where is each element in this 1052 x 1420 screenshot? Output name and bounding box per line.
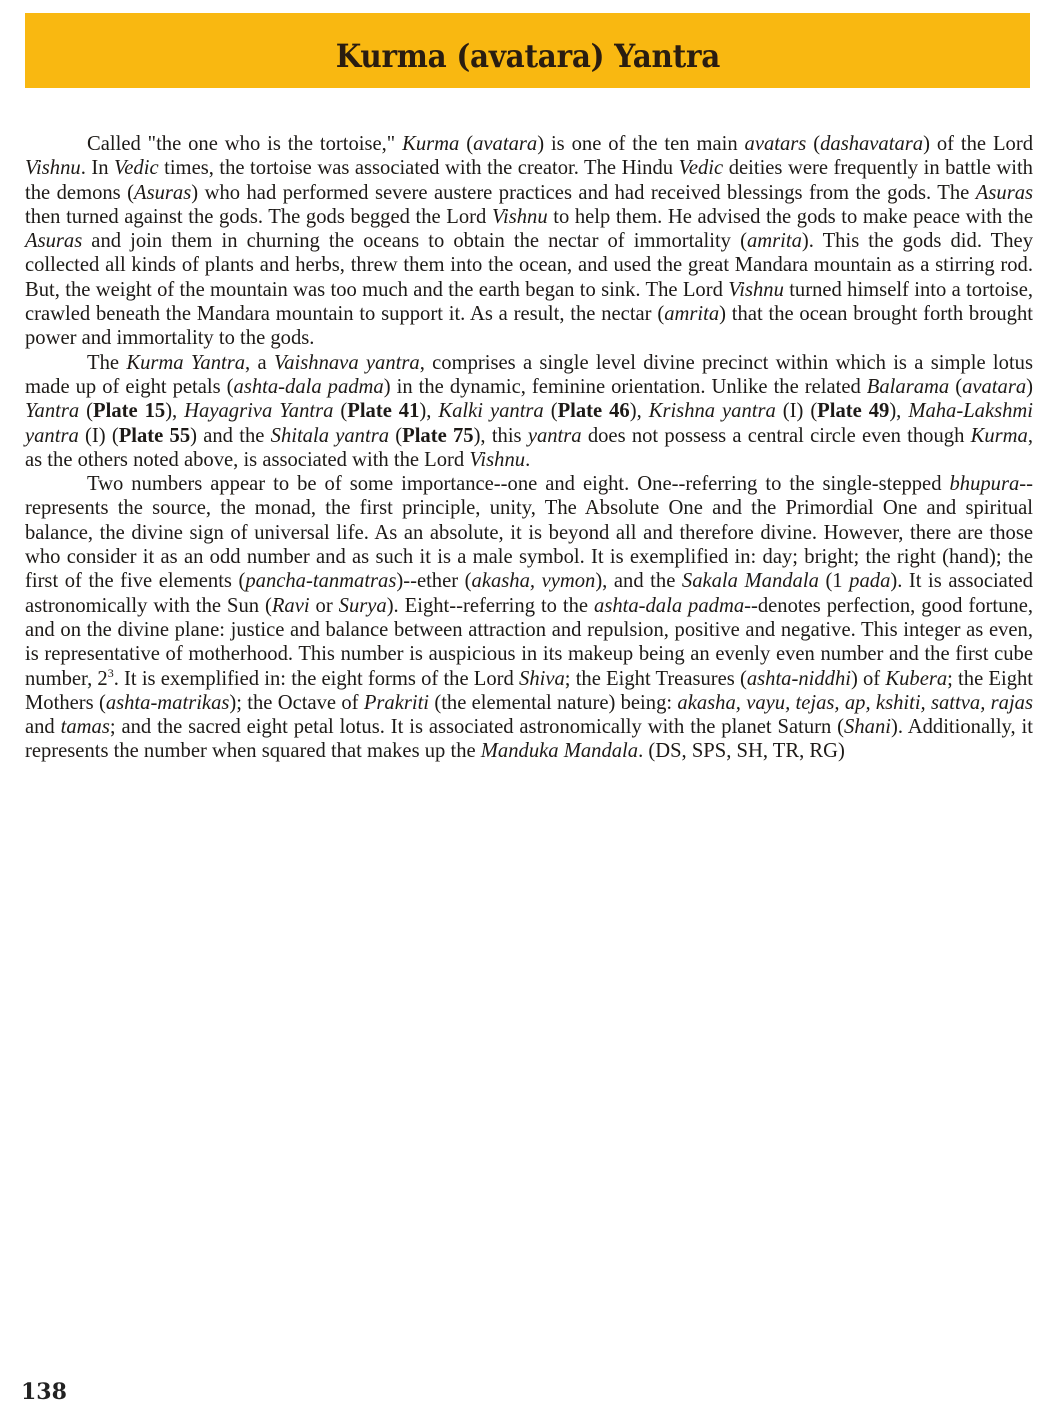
text-run: ) <box>1026 375 1033 398</box>
text-run: . It is exemplified in: the eight forms of the Lord <box>113 667 520 690</box>
text-run: The <box>87 351 127 374</box>
text-run: ) of the Lord <box>923 133 1033 155</box>
italic-term: pancha-tanmatras <box>245 570 397 593</box>
text-run: Two numbers appear to be of some importance--one and eight. One--referring to the single-stepped <box>87 473 950 496</box>
text-run: ), <box>889 400 909 423</box>
italic-term: Surya <box>338 594 387 617</box>
text-run: to help them. He advised the gods to make peace with the <box>547 205 1033 228</box>
text-run: . (DS, SPS, SH, TR, RG) <box>638 740 845 763</box>
text-run: ). Eight--referring to the <box>386 594 595 617</box>
body-text <box>25 132 1033 764</box>
italic-term: bhupura <box>949 473 1020 496</box>
italic-term: Shitala yantra <box>270 424 390 447</box>
italic-term: Balarama <box>866 375 950 398</box>
italic-term: avatara <box>473 133 538 155</box>
plate-reference: Plate 15 <box>93 400 166 423</box>
italic-term: tamas <box>60 716 110 739</box>
text-run: turned himself into a tortoise, crawled beneath the Mandara mountain to support it. As a result, the nectar ( <box>25 278 1033 326</box>
italic-term: Vishnu <box>728 278 784 301</box>
paragraph-kurma-legend <box>25 132 1033 351</box>
text-run: ( <box>79 400 94 423</box>
plate-reference: Plate 46 <box>557 400 630 423</box>
italic-term: Asuras <box>134 181 192 204</box>
italic-term: Maha-Lakshmi yantra <box>25 400 1034 447</box>
italic-term: dashavatara <box>820 133 924 155</box>
italic-term: Kalki yantra <box>438 400 544 423</box>
text-run: --denotes perfection, good fortune, and on the divine plane: justice and balance between attraction and repulsion, positive and negative. This integer as even, is representative of motherhood. This number is auspicious in its makeup being an evenly even number and the first cube number, 2 <box>25 594 1034 690</box>
italic-term: amrita <box>664 303 720 326</box>
text-run: (the elemental nature) being: <box>429 691 678 714</box>
text-run: does not possess a central circle even though <box>581 424 971 447</box>
italic-term: Vedic <box>114 157 159 180</box>
plate-reference: Plate 55 <box>118 424 191 447</box>
italic-term: akasha, vayu, tejas, ap, kshiti, sattva, rajas <box>677 691 1033 714</box>
text-run: , as the others noted above, is associated with the Lord <box>25 424 1033 471</box>
text-run: (1 <box>818 570 850 593</box>
text-run: then turned against the gods. The gods begged the Lord <box>25 205 492 228</box>
plate-reference: Plate 75 <box>402 424 474 447</box>
text-run: ( <box>333 400 348 423</box>
text-run: ; the Eight Treasures ( <box>564 667 747 690</box>
text-run: ). It is associated astronomically with the Sun ( <box>25 570 1033 617</box>
text-run: ). Additionally, it represents the number when squared that makes up the <box>25 716 1034 763</box>
italic-term: avatara <box>962 375 1027 398</box>
italic-term: Krishna yantra <box>648 400 776 423</box>
italic-term: akasha, vymon <box>471 570 596 593</box>
italic-term: Kurma <box>402 133 460 155</box>
italic-term: ashta-matrikas <box>105 691 230 714</box>
italic-term: Vedic <box>678 157 724 180</box>
text-run: ) and the <box>190 424 271 447</box>
page-title: Kurma (avatara) Yantra <box>335 36 720 75</box>
text-run: , comprises a single level divine precinct within which is a simple lotus made up of eight petals ( <box>25 351 1033 398</box>
text-run: ) who had performed severe austere practices and had received blessings from the gods. The <box>191 181 976 204</box>
text-run: )--ether ( <box>396 570 472 593</box>
italic-term: Shiva <box>519 667 565 690</box>
italic-term: Sakala Mandala <box>681 570 819 593</box>
text-run: ), this <box>473 424 528 447</box>
page-number: 138 <box>21 1379 67 1405</box>
text-run: ); the Octave of <box>229 691 364 714</box>
title-banner <box>25 13 1030 88</box>
italic-term: amrita <box>746 230 802 253</box>
text-run: ( <box>806 133 821 155</box>
text-run: ( <box>459 133 474 155</box>
italic-term: Kurma <box>970 424 1028 447</box>
italic-term: Vaishnava yantra <box>273 351 420 374</box>
text-run: . <box>525 448 531 471</box>
italic-term: Prakriti <box>363 691 430 714</box>
text-run: ). This the gods did. They collected all kinds of plants and herbs, threw them into the ocean, and used the great Mandara mountain as a stirring rod. But, the weight of the mountain was too much and the earth began to sink. The Lord <box>25 230 1033 301</box>
text-run: ), <box>165 400 185 423</box>
italic-term: Kurma Yantra <box>126 351 246 374</box>
italic-term: Asuras <box>25 230 83 253</box>
text-run: and join them in churning the oceans to obtain the nectar of immortality ( <box>82 230 747 253</box>
italic-term: ashta-dala padma <box>233 375 384 398</box>
text-run: or <box>309 594 339 617</box>
text-run: (I) ( <box>775 400 818 423</box>
text-run: deities were frequently in battle with the demons ( <box>25 157 1033 204</box>
paragraph-numbers <box>25 472 1033 764</box>
plate-reference: Plate 49 <box>817 400 890 423</box>
italic-term: Vishnu <box>25 157 81 180</box>
text-run: ( <box>949 375 963 398</box>
text-run: ; the Eight Mothers ( <box>25 667 1034 714</box>
text-run: ) in the dynamic, feminine orientation. Unlike the related <box>383 375 867 398</box>
italic-term: pada <box>849 570 891 593</box>
text-run: ), and the <box>595 570 682 593</box>
italic-term: Manduka Mandala <box>480 740 639 763</box>
text-run: ) of <box>850 667 886 690</box>
text-run: and <box>25 716 61 739</box>
italic-term: Yantra <box>25 400 80 423</box>
italic-term: ashta-dala padma <box>594 594 745 617</box>
superscript: 3 <box>107 665 114 680</box>
text-run: --represents the source, the monad, the first principle, unity, The Absolute One and the Primordial One and spiritual balance, the divine sign of universal life. As an absolute, it is beyond all and therefore divine. However, there are those who consider it as an odd number and as such it is a male symbol. It is exemplified in: day; bright; the right (hand); the first of the five elements ( <box>25 473 1033 593</box>
text-run: Called "the one who is the tortoise," <box>87 133 403 155</box>
text-run: (I) ( <box>78 424 119 447</box>
text-run: ( <box>389 424 403 447</box>
italic-term: ashta-niddhi <box>746 667 851 690</box>
plate-reference: Plate 41 <box>347 400 420 423</box>
italic-term: Asuras <box>975 181 1034 204</box>
italic-term: Vishnu <box>469 448 526 471</box>
italic-term: Shani <box>844 716 891 739</box>
text-run: ) that the ocean brought forth brought power and immortality to the gods. <box>25 303 1033 350</box>
text-run: ) is one of the ten main <box>537 133 745 155</box>
italic-term: Hayagriva Yantra <box>184 400 334 423</box>
italic-term: yantra <box>527 424 582 447</box>
italic-term: Kubera <box>885 667 948 690</box>
text-run: ; and the sacred eight petal lotus. It is associated astronomically with the planet Saturn ( <box>109 716 845 739</box>
text-run: . In <box>80 157 114 180</box>
text-run: times, the tortoise was associated with the creator. The Hindu <box>158 157 679 180</box>
text-run: , a <box>245 351 274 374</box>
paragraph-yantra-description <box>25 351 1033 472</box>
italic-term: avatars <box>744 133 807 155</box>
italic-term: Ravi <box>271 594 310 617</box>
text-run: ), <box>629 400 649 423</box>
text-run: ( <box>543 400 558 423</box>
text-run: ), <box>419 400 439 423</box>
italic-term: Vishnu <box>491 205 548 228</box>
